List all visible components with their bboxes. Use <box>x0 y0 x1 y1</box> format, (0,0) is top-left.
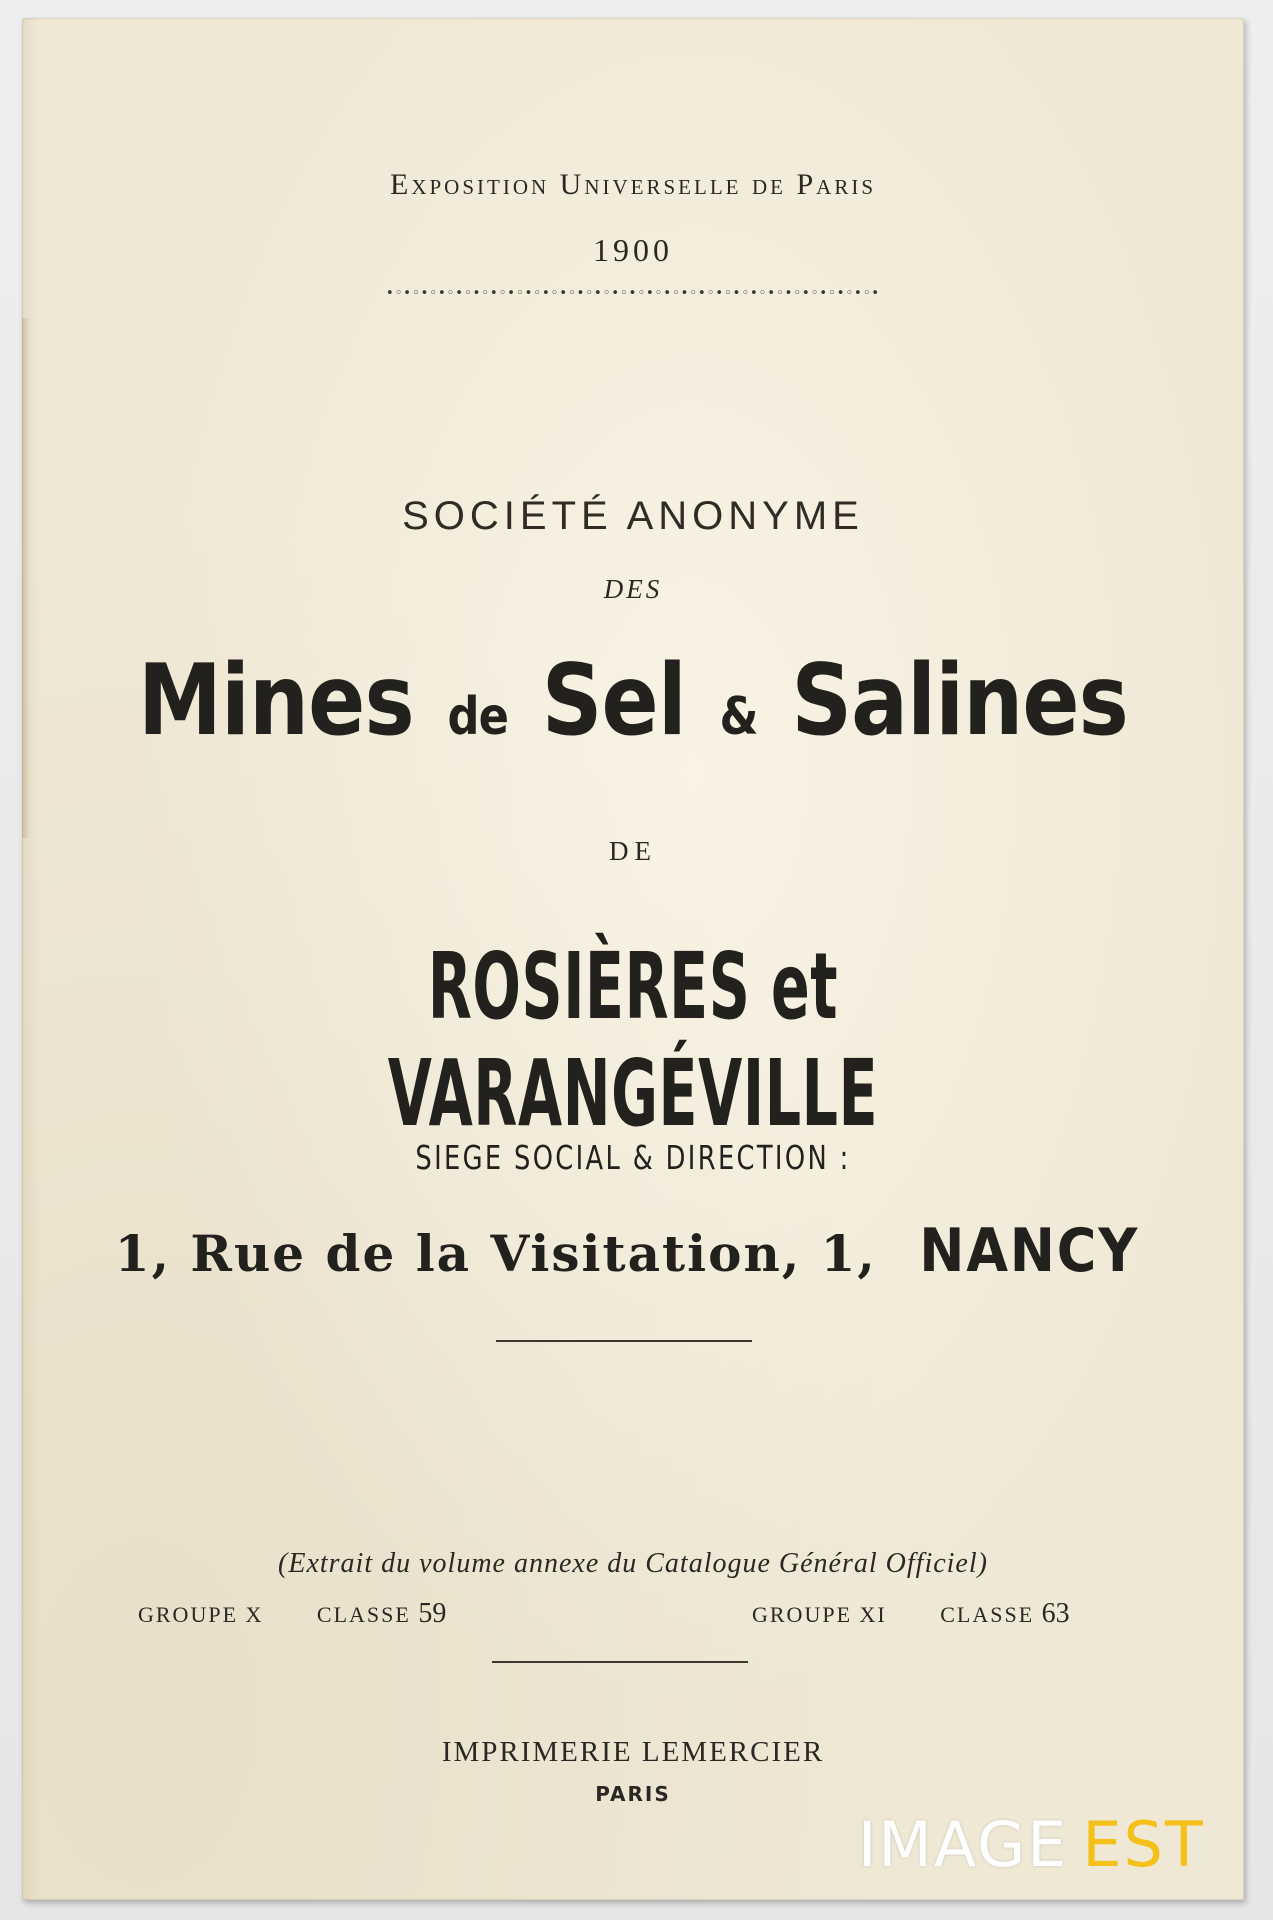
exposition-heading: Exposition Universelle de Paris <box>390 168 876 201</box>
address-line <box>22 1216 1244 1286</box>
groupe-label: GROUPE X <box>138 1602 264 1627</box>
groupe-label: GROUPE XI <box>752 1602 887 1627</box>
title-salines: Salines <box>791 644 1128 758</box>
location-title: ROSIÈRES et VARANGÉVILLE <box>387 933 879 1147</box>
title-mines: Mines <box>138 644 414 758</box>
group-right <box>752 1598 1070 1630</box>
divider-rule <box>496 1340 752 1342</box>
exposition-year: 1900 <box>593 232 673 268</box>
catalogue-extract-note: (Extrait du volume annexe du Catalogue Général Officiel) <box>278 1548 988 1579</box>
siege-social-heading: SIEGE SOCIAL & DIRECTION : <box>415 1138 851 1177</box>
printer-name: IMPRIMERIE LEMERCIER <box>441 1736 825 1768</box>
title-ampersand: & <box>719 687 758 747</box>
classe-label: CLASSE <box>940 1602 1035 1627</box>
divider-rule <box>492 1661 748 1663</box>
des-label: DES <box>603 574 663 604</box>
printer-city: PARIS <box>595 1782 671 1806</box>
classe-number: 59 <box>418 1598 447 1629</box>
watermark-est: EST <box>1082 1808 1205 1881</box>
city-name: NANCY <box>919 1216 1139 1286</box>
title-sel: Sel <box>541 644 686 758</box>
title-de: de <box>447 687 509 747</box>
watermark-image: IMAGE <box>858 1808 1069 1881</box>
classe-label: CLASSE <box>316 1602 411 1627</box>
street-address: 1, Rue de la Visitation, 1, <box>114 1224 877 1283</box>
societe-anonyme: SOCIÉTÉ ANONYME <box>402 494 864 538</box>
de-label: DE <box>609 836 657 866</box>
classe-number: 63 <box>1041 1598 1070 1629</box>
brochure-cover <box>22 18 1244 1900</box>
main-title <box>108 644 1159 758</box>
image-est-watermark <box>858 1808 1205 1881</box>
dotted-ornament: •◦•◦•◦•◦•◦•◦•◦•◦•◦•◦•◦•◦•◦•◦•◦•◦•◦•◦•◦•◦•◦•◦•◦•◦•◦•◦•◦•◦• <box>385 286 881 301</box>
group-left <box>138 1598 446 1630</box>
